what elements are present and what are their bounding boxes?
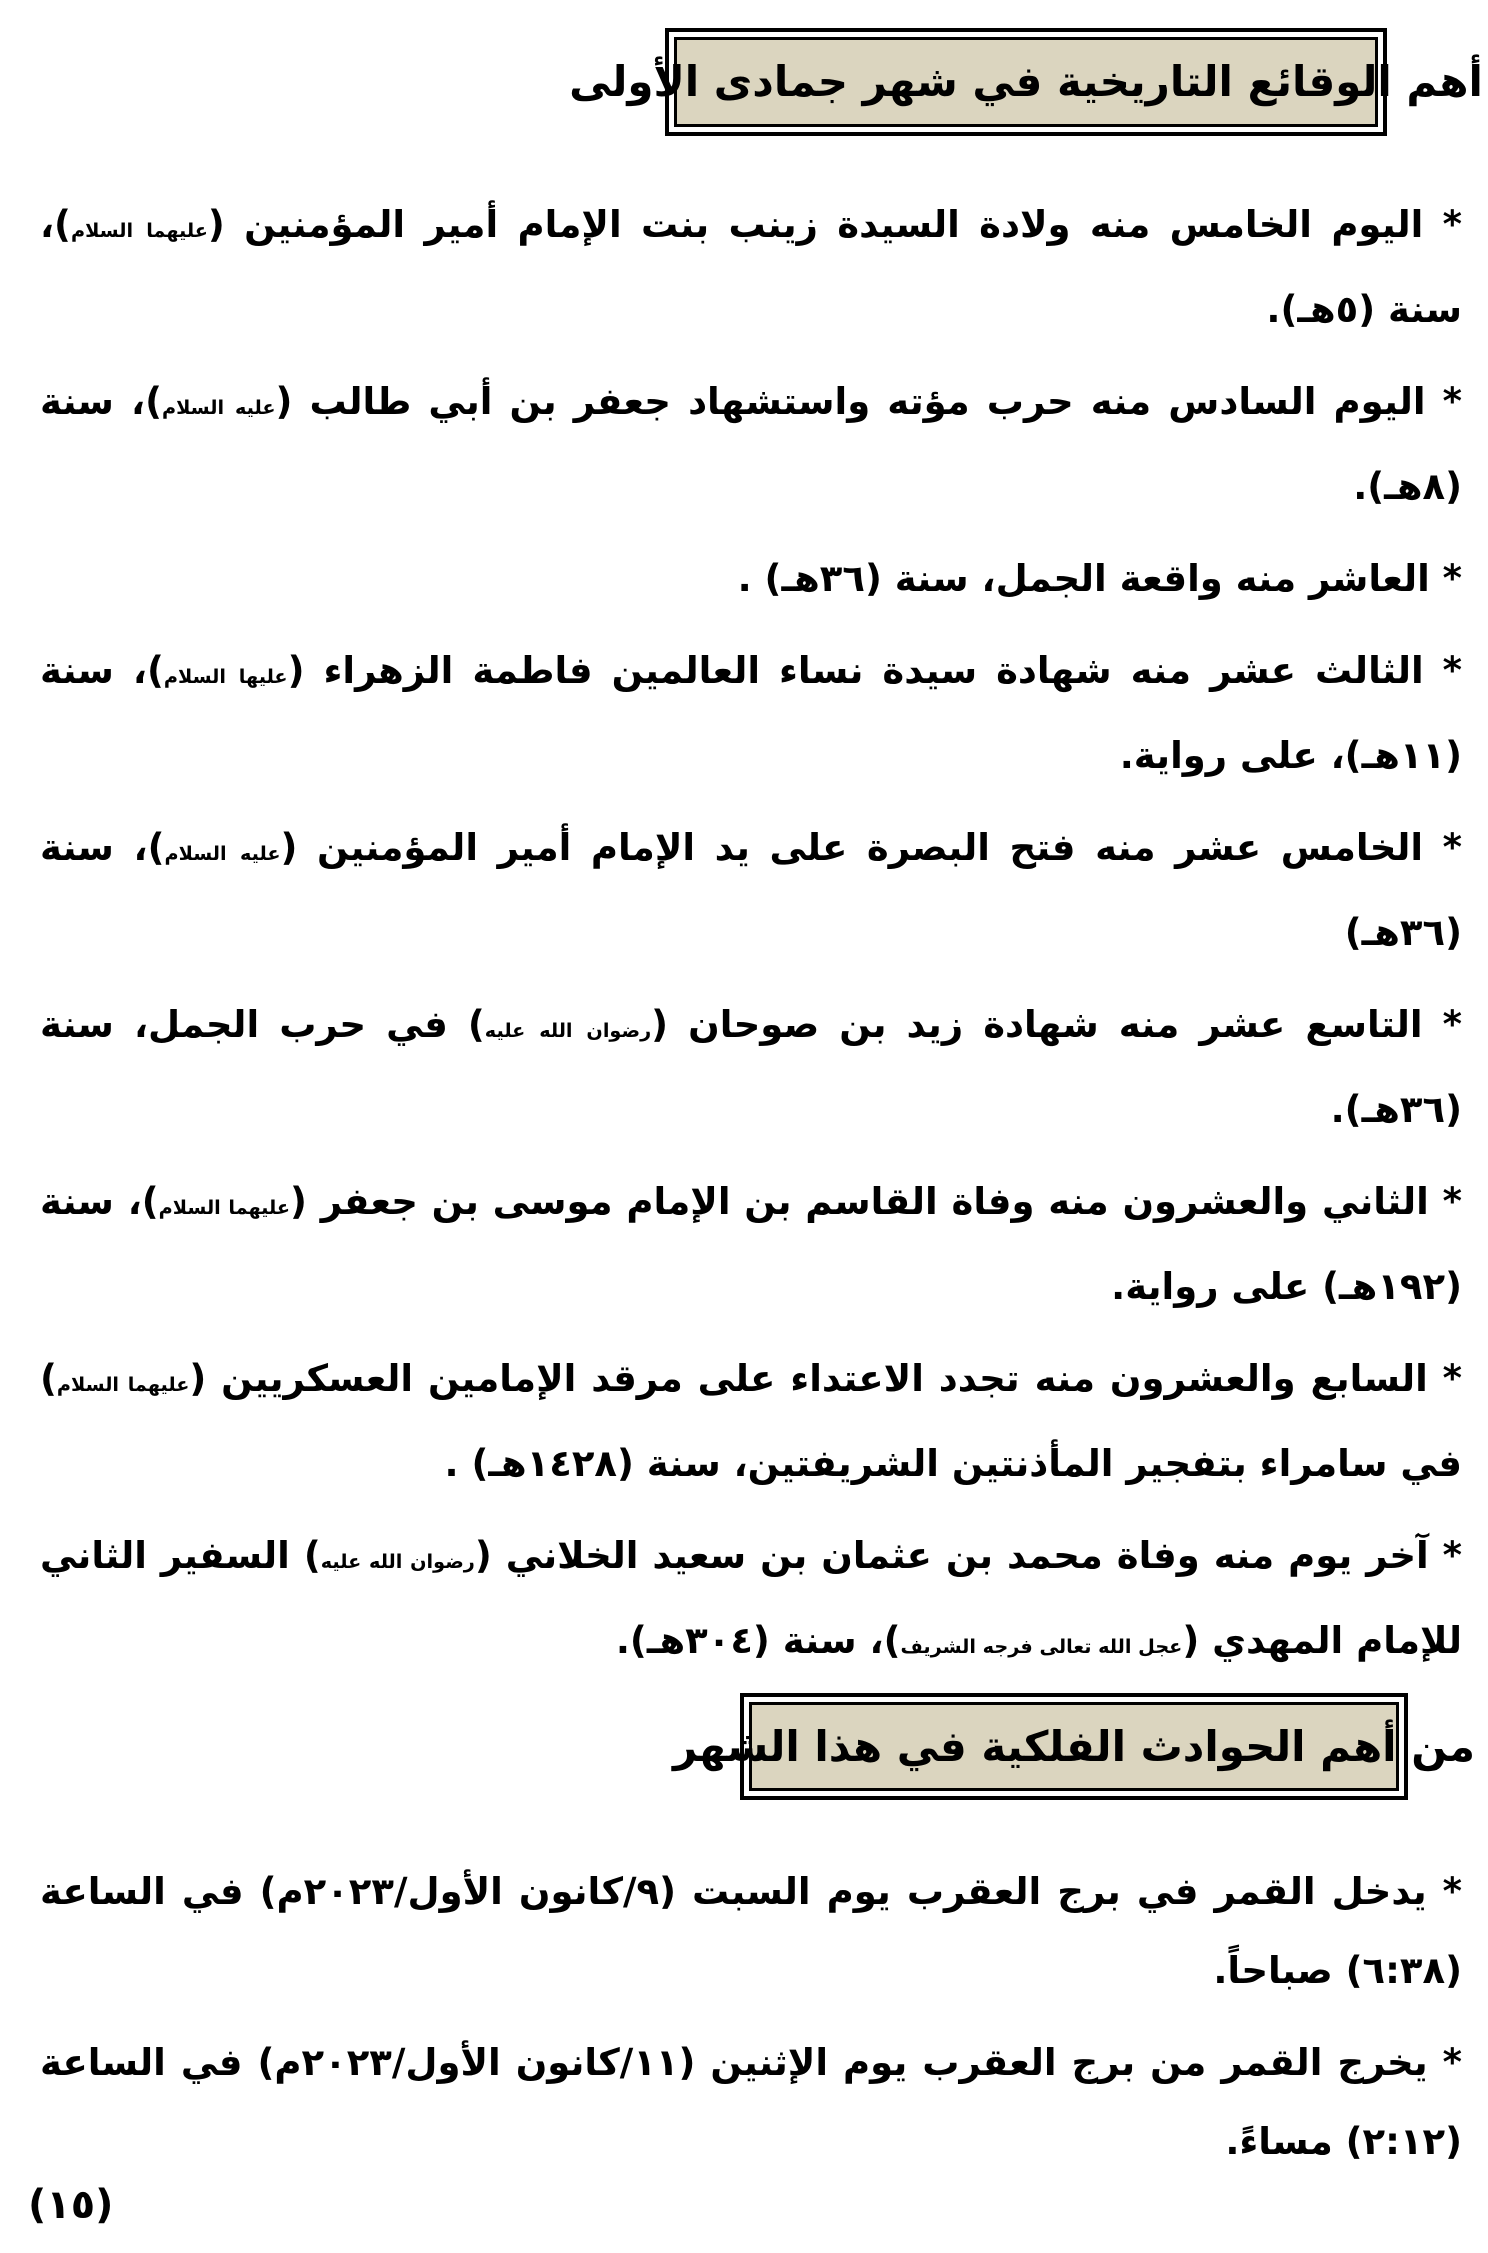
line-text: )، سنة (٨هـ). <box>40 380 1462 508</box>
list-item <box>40 631 1462 795</box>
line-text: )، سنة (٣٠٤هـ). <box>615 1619 901 1662</box>
line-text: * يدخل القمر في برج العقرب يوم السبت (٩/كانون الأول/٢٠٢٣م) في الساعة (٦:٣٨) صباحاً. <box>40 1870 1462 1992</box>
line-text: ) في حرب الجمل، سنة (٣٦هـ). <box>40 1003 1462 1131</box>
astronomy-events-list <box>40 1852 1462 2194</box>
honorific-text: عليهما السلام <box>56 1373 190 1396</box>
line-text: ) في سامراء بتفجير المأذنتين الشريفتين، سنة (١٤٢٨هـ) . <box>40 1357 1462 1485</box>
list-item <box>40 1516 1462 1686</box>
honorific-text: رضوان الله عليه <box>320 1550 475 1573</box>
line-text: * الثاني والعشرون منه وفاة القاسم بن الإمام موسى بن جعفر ( <box>290 1180 1462 1223</box>
line-text: ) السفير الثاني للإمام المهدي ( <box>40 1534 1462 1662</box>
list-item <box>40 1162 1462 1326</box>
line-text: * اليوم السادس منه حرب مؤته واستشهاد جعفر بن أبي طالب ( <box>275 380 1462 423</box>
line-text: )، سنة (٣٦هـ) <box>40 826 1462 954</box>
honorific-text: عليه السلام <box>161 396 276 419</box>
honorific-text: عليها السلام <box>163 665 288 688</box>
honorific-text: عليهما السلام <box>70 219 208 242</box>
line-text: * آخر يوم منه وفاة محمد بن عثمان بن سعيد الخلاني ( <box>474 1534 1462 1577</box>
honorific-text: عليهما السلام <box>158 1196 291 1219</box>
list-item <box>40 362 1462 526</box>
page-number: (١٥) <box>28 2182 114 2228</box>
line-text: )، سنة (٥هـ). <box>40 203 1462 331</box>
astronomy-section-title: من أهم الحوادث الفلكية في هذا الشهر <box>672 1721 1476 1771</box>
history-section-title-box <box>569 37 1483 127</box>
line-text: * الثالث عشر منه شهادة سيدة نساء العالمين فاطمة الزهراء ( <box>287 649 1462 692</box>
line-text: )، سنة (١٩٢هـ) على رواية. <box>40 1180 1462 1308</box>
history-events-list <box>40 185 1462 1699</box>
line-text: * العاشر منه واقعة الجمل، سنة (٣٦هـ) . <box>737 557 1462 600</box>
honorific-text: عليه السلام <box>164 842 281 865</box>
list-item <box>40 2023 1462 2181</box>
line-text: * اليوم الخامس منه ولادة السيدة زينب بنت الإمام أمير المؤمنين ( <box>207 203 1462 246</box>
line-text: )، سنة (١١هـ)، على رواية. <box>40 649 1462 777</box>
line-text: * السابع والعشرون منه تجدد الاعتداء على مرقد الإمامين العسكريين ( <box>189 1357 1462 1400</box>
honorific-text: عجل الله تعالى فرجه الشريف <box>900 1635 1183 1658</box>
list-item <box>40 985 1462 1149</box>
history-section-title: أهم الوقائع التاريخية في شهر جمادى الأولى <box>569 57 1483 106</box>
line-text: * الخامس عشر منه فتح البصرة على يد الإمام أمير المؤمنين ( <box>280 826 1462 869</box>
list-item <box>40 539 1462 618</box>
list-item <box>40 808 1462 972</box>
list-item <box>40 185 1462 349</box>
list-item <box>40 1339 1462 1503</box>
line-text: * التاسع عشر منه شهادة زيد بن صوحان ( <box>651 1003 1462 1046</box>
honorific-text: رضوان الله عليه <box>484 1019 652 1042</box>
line-text: * يخرج القمر من برج العقرب يوم الإثنين (١١/كانون الأول/٢٠٢٣م) في الساعة (٢:١٢) مساءً. <box>40 2041 1462 2163</box>
list-item <box>40 1852 1462 2010</box>
astronomy-section-title-box <box>672 1702 1476 1791</box>
